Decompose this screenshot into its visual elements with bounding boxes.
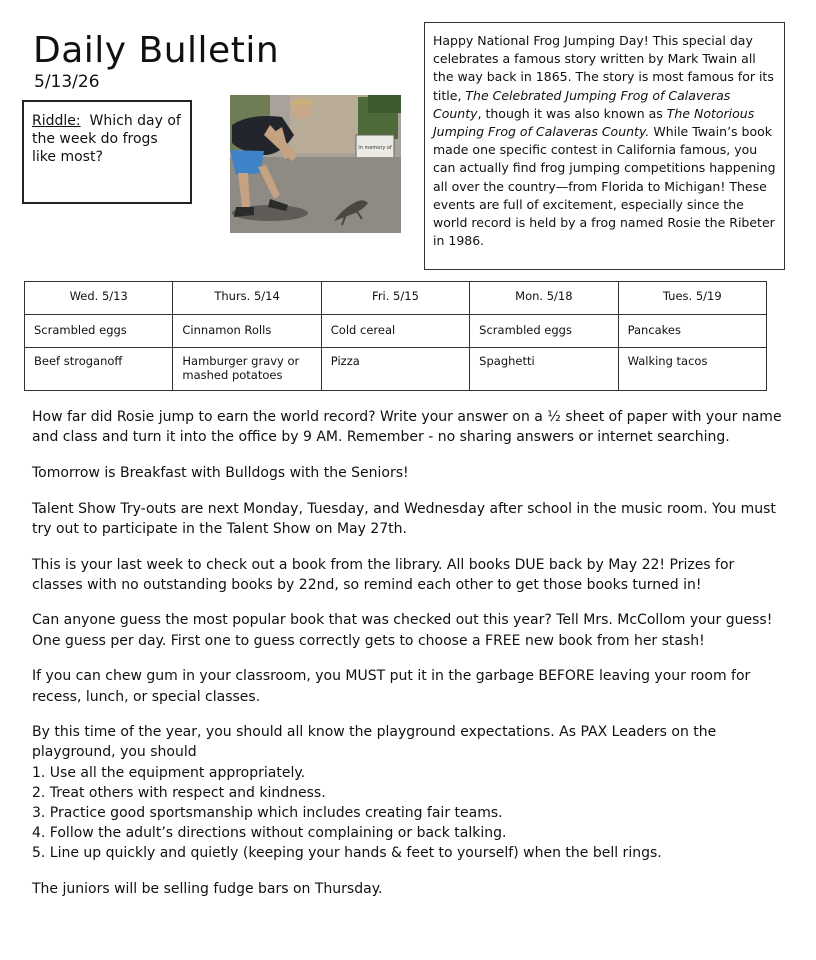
announcement-talent-show: Talent Show Try-outs are next Monday, Tuesday, and Wednesday after school in the music room. You must try out to participate in the Talent Show on May 27th. [32,500,776,537]
story-text-3: While Twain’s book made one specific contest in California famous, you can actually find frog jumping competitions happening all over the country—from Florida to Michigan! These events are full of excitement, especially since the world record is held by a frog named Rosie the Ribeter in 1986. [433,124,776,249]
story-text-2: , though it was also known as [477,105,667,121]
menu-cell: Pizza [321,348,469,391]
menu-cell: Spaghetti [470,348,618,391]
page-title: Daily Bulletin [33,30,280,71]
lunch-menu-table [24,281,767,391]
story-text-1: Happy National Frog Jumping Day! This special day celebrates a famous story written by Mark Twain all the way back in 1865. The story is most famous for its title, [433,33,774,103]
announcement-breakfast-bulldogs: Tomorrow is Breakfast with Bulldogs with the Seniors! [32,464,409,481]
riddle-label: Riddle: [32,113,81,129]
frog-day-story [424,22,785,270]
story-book-title-1: The Celebrated Jumping Frog of Calaveras County [433,87,731,121]
menu-cell: Scrambled eggs [470,315,618,348]
announcement-library: This is your last week to check out a book from the library. All books DUE back by May 22! Prizes for classes with no outstanding books by 22nd, so remind each other to get those books turned in! [32,556,735,593]
menu-day-row [25,282,767,315]
menu-cell: Hamburger gravy or mashed potatoes [173,348,321,391]
photo-illustration [230,95,401,233]
riddle-text: Which day of the week do frogs like most? [32,113,181,165]
playground-rule: 1. Use all the equipment appropriately. [32,764,306,781]
menu-cell: Scrambled eggs [25,315,173,348]
menu-cell: Walking tacos [618,348,766,391]
menu-cell: Cold cereal [321,315,469,348]
announcement-fudge: The juniors will be selling fudge bars on Thursday. [32,881,383,898]
playground-rule: 5. Line up quickly and quietly (keeping your hands & feet to yourself) when the bell rings. [32,845,662,862]
playground-rule: 2. Treat others with respect and kindness. [32,784,326,801]
photo-sign-text: In memory of [358,145,392,151]
announcement-popular-book: Can anyone guess the most popular book that was checked out this year? Tell Mrs. McCollom your guess! One guess per day. First one to guess correctly gets to choose a FREE new book from her stash! [32,612,773,649]
menu-day: Wed. 5/13 [25,282,173,315]
announcement-playground [32,722,782,863]
menu-lunch-row [25,348,767,391]
frog-jumping-photo [230,95,401,233]
menu-day: Mon. 5/18 [470,282,618,315]
playground-rule: 4. Follow the adult’s directions without complaining or back talking. [32,825,507,842]
menu-day: Thurs. 5/14 [173,282,321,315]
menu-cell: Cinnamon Rolls [173,315,321,348]
playground-rule: 3. Practice good sportsmanship which includes creating fair teams. [32,805,503,822]
bulletin-date: 5/13/26 [34,72,100,92]
menu-day: Tues. 5/19 [618,282,766,315]
menu-cell: Beef stroganoff [25,348,173,391]
announcement-gum: If you can chew gum in your classroom, you MUST put it in the garbage BEFORE leaving your room for recess, lunch, or special classes. [32,668,751,705]
menu-cell: Pancakes [618,315,766,348]
announcement-rosie-question: How far did Rosie jump to earn the world record? Write your answer on a ½ sheet of paper with your name and class and turn it into the office by 9 AM. Remember - no sharing answers or internet searching. [32,409,782,446]
riddle-box [22,100,192,204]
playground-intro: By this time of the year, you should all know the playground expectations. As PAX Leaders on the playground, you should [32,724,717,761]
story-book-title-2: The Notorious Jumping Frog of Calaveras County. [433,105,755,140]
menu-breakfast-row [25,315,767,348]
menu-day: Fri. 5/15 [321,282,469,315]
announcements [32,407,782,915]
